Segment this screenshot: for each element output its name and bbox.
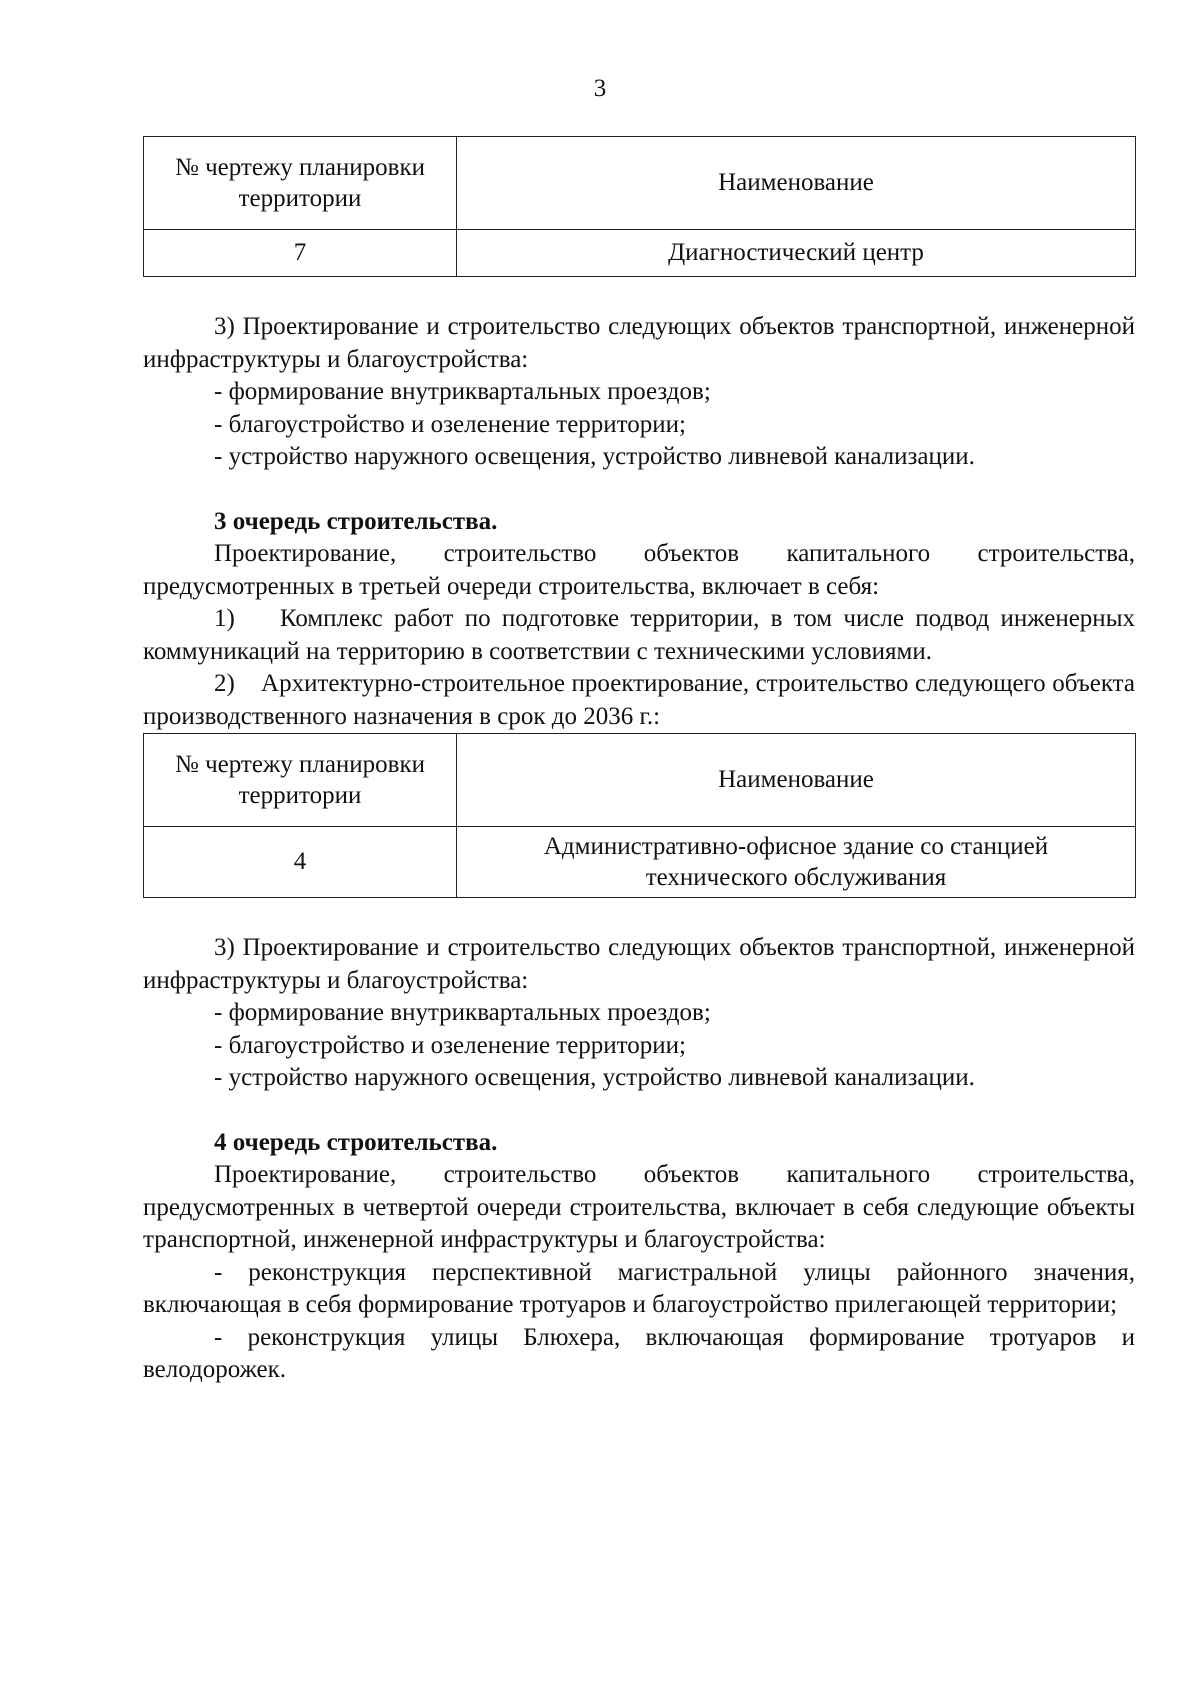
table-row <box>144 827 1136 898</box>
cell-object-name: Диагностический центр <box>457 230 1136 277</box>
paragraph-item-3: 3) Проектирование и строительство следующих объектов транспортной, инженерной инфраструктуры и благоустройства: <box>143 934 1135 994</box>
stage-4-section <box>143 1127 1135 1387</box>
header-cell-name: Наименование <box>457 734 1136 827</box>
table-header-row <box>144 734 1136 827</box>
header-cell-drawing-number <box>144 734 457 827</box>
header-drawing-number-line1: № чертежу планировки <box>174 751 426 778</box>
object-name-line2: технического обслуживания <box>645 864 947 891</box>
header-cell-name: Наименование <box>457 137 1136 230</box>
section-b <box>143 932 1135 1095</box>
cell-drawing-number: 7 <box>144 230 457 277</box>
objects-table-1 <box>143 136 1136 277</box>
objects-table-2 <box>143 733 1136 898</box>
list-item: - устройство наружного освещения, устройство ливневой канализации. <box>214 443 975 470</box>
stage-3-heading: 3 очередь строительства. <box>214 507 498 535</box>
list-item: - благоустройство и озеленение территории; <box>214 410 686 438</box>
page-number: 3 <box>593 75 607 102</box>
stage-3-item-2: 2) Архитектурно-строительное проектирование, строительство следующего объекта производственного назначения в срок до 2036 г.: <box>143 670 1142 730</box>
table-header-row <box>144 137 1136 230</box>
list-item: - реконструкция перспективной магистральной улицы районного значения, включающая в себя формирование тротуаров и благоустройство прилегающей территории; <box>143 1258 1135 1318</box>
cell-drawing-number: 4 <box>144 827 457 898</box>
list-item: - устройство наружного освещения, устройство ливневой канализации. <box>214 1064 975 1091</box>
header-drawing-number-line2: территории <box>238 185 362 212</box>
list-item: - благоустройство и озеленение территории; <box>214 1031 686 1059</box>
page-content <box>143 136 1142 1387</box>
section-a <box>143 311 1135 474</box>
header-drawing-number-line1: № чертежу планировки <box>174 154 426 181</box>
paragraph-item-3: 3) Проектирование и строительство следующих объектов транспортной, инженерной инфраструктуры и благоустройства: <box>143 313 1135 373</box>
table-row <box>144 230 1136 277</box>
stage-4-intro: Проектирование, строительство объектов капитального строительства, предусмотренных в четвертой очереди строительства, включает в себя следующие объекты транспортной, инженерной инфраструктуры и благоустройства: <box>143 1161 1135 1253</box>
list-item: - реконструкция улицы Блюхера, включающая формирование тротуаров и велодорожек. <box>143 1323 1135 1383</box>
header-cell-drawing-number <box>144 137 457 230</box>
cell-object-name <box>457 827 1136 898</box>
header-drawing-number-line2: территории <box>238 782 362 809</box>
stage-3-item-1: 1) Комплекс работ по подготовке территории, в том числе подвод инженерных коммуникаций на территорию в соответствии с техническими условиями. <box>143 605 1142 665</box>
object-name-line1: Административно-офисное здание со станцией <box>543 833 1049 860</box>
stage-3-section <box>143 506 1142 734</box>
stage-4-heading: 4 очередь строительства. <box>214 1128 498 1156</box>
list-item: - формирование внутриквартальных проездов; <box>214 378 711 405</box>
stage-3-intro: Проектирование, строительство объектов капитального строительства, предусмотренных в третьей очереди строительства, включает в себя: <box>143 540 1135 600</box>
list-item: - формирование внутриквартальных проездов; <box>214 999 711 1026</box>
